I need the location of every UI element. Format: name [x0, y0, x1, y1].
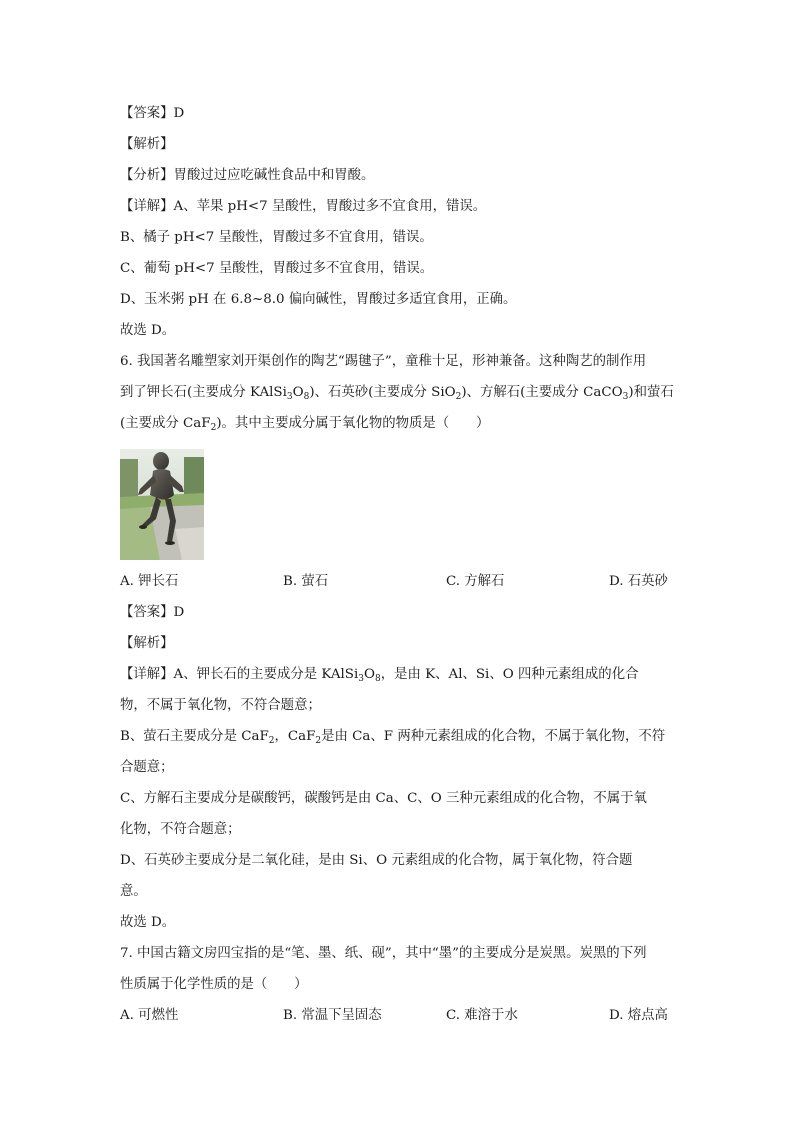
q5-fenxi: 【分析】胃酸过过应吃碱性食品中和胃酸。	[120, 168, 375, 183]
q6-option-a[interactable]: A. 钾长石	[120, 574, 179, 589]
q5-analysis-label: 【解析】	[120, 137, 174, 152]
q6-detail-c-line2: 化物，不符合题意；	[120, 822, 241, 837]
q6-stem-line1: 6. 我国著名雕塑家刘开渠创作的陶艺“踢毽子”，童稚十足，形神兼备。这种陶艺的制作用	[120, 354, 647, 369]
q6-detail-a-line1: 【详解】A、钾长石的主要成分是 $KAlSi_3O_8$，是由 K、Al、Si、O 四种元素组成的化合	[120, 667, 639, 684]
q6-stem-line2: 到了钾长石(主要成分 $KAlSi_3O_8$)、石英砂(主要成分 SiO$_2$)、方解石(主要成分 CaCO$_3$)和萤石	[120, 385, 674, 402]
q6-detail-a-line2: 物，不属于氧化物，不符合题意；	[120, 698, 321, 713]
q6-detail-d-line1: D、石英砂主要成分是二氧化硅，是由 Si、O 元素组成的化合物，属于氧化物，符合题	[120, 853, 633, 868]
q5-detail-d: D、玉米粥 pH 在 6.8~8.0 偏向碱性，胃酸过多适宜食用，正确。	[120, 292, 517, 307]
q7-options	[120, 1000, 680, 1031]
q6-detail-b-line1: B、萤石主要成分是 CaF$_2$，CaF$_2$是由 Ca、F 两种元素组成的化合物，不属于氧化物，不符	[120, 729, 666, 746]
q6-option-c[interactable]: C. 方解石	[446, 574, 505, 589]
q6-detail-b-line2: 合题意；	[120, 760, 174, 775]
q7-stem-line2: 性质属于化学性质的是（ ）	[120, 977, 308, 992]
q6-answer: 【答案】D	[120, 605, 185, 620]
sculpture-photo	[120, 449, 204, 560]
q5-detail-a: 【详解】A、苹果 pH<7 呈酸性，胃酸过多不宜食用，错误。	[120, 199, 487, 214]
q7-option-b[interactable]: B. 常温下呈固态	[283, 1008, 382, 1023]
q6-conclusion: 故选 D。	[120, 915, 176, 930]
q7-option-c[interactable]: C. 难溶于水	[446, 1008, 518, 1023]
q5-detail-b: B、橘子 pH<7 呈酸性，胃酸过多不宜食用，错误。	[120, 230, 433, 245]
q5-conclusion: 故选 D。	[120, 323, 176, 338]
q6-option-b[interactable]: B. 萤石	[283, 574, 329, 589]
q5-detail-c: C、葡萄 pH<7 呈酸性，胃酸过多不宜食用，错误。	[120, 261, 434, 276]
q6-detail-c-line1: C、方解石主要成分是碳酸钙，碳酸钙是由 Ca、C、O 三种元素组成的化合物，不属于氧	[120, 791, 647, 806]
q7-option-a[interactable]: A. 可燃性	[120, 1008, 179, 1023]
q6-option-d[interactable]: D. 石英砂	[609, 574, 668, 589]
q7-option-d[interactable]: D. 熔点高	[609, 1008, 668, 1023]
document-page	[120, 98, 680, 1031]
q6-stem-line3: (主要成分 CaF$_2$)。其中主要成分属于氧化物的物质是（ ）	[120, 416, 490, 433]
q6-detail-d-line2: 意。	[120, 884, 147, 899]
q6-analysis-label: 【解析】	[120, 636, 174, 651]
q7-stem-line1: 7. 中国古籍文房四宝指的是“笔、墨、纸、砚”，其中“墨”的主要成分是炭黑。炭黑的下列	[120, 946, 647, 961]
sculpture-image	[120, 449, 204, 560]
q6-options	[120, 566, 680, 597]
q5-answer: 【答案】D	[120, 106, 185, 121]
